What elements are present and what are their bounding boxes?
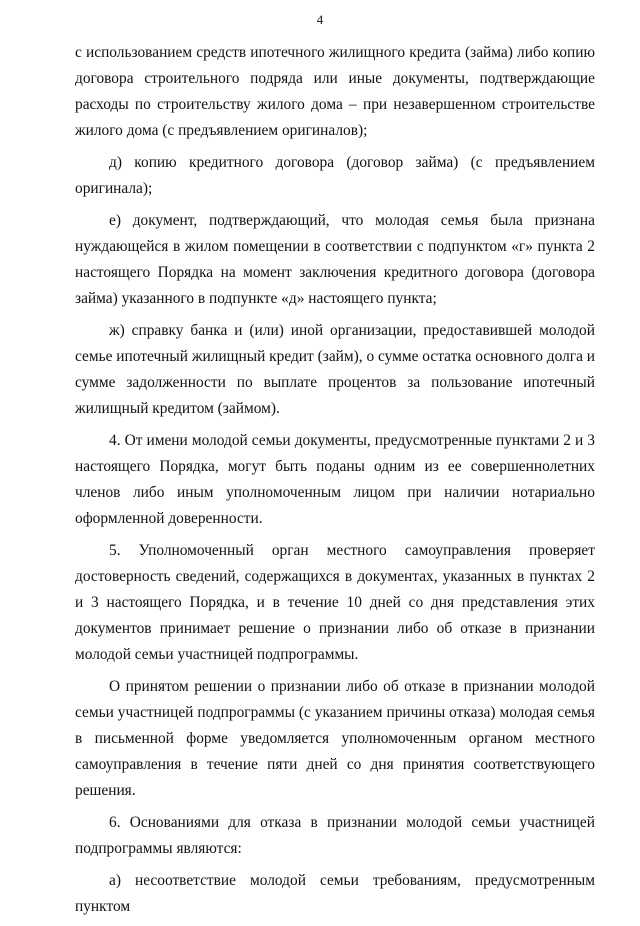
paragraph-continuation: с использованием средств ипотечного жилищного кредита (займа) либо копию договора строительного подряда или иные документы, подтверждающие расходы по строительству жилого дома – при незавершенном строительстве жилого дома (с предъявлением оригиналов); (75, 44, 595, 139)
page-number: 4 (316, 12, 324, 27)
paragraph-decision-notice: О принятом решении о признании либо об отказе в признании молодой семьи участницей подпрограммы (с указанием причины отказа) молодая семья в письменной форме уведомляется уполномоченным органом местного самоуправления в течение пяти дней со дня принятия соответствующего решения. (75, 678, 595, 799)
paragraph-section-6: 6. Основаниями для отказа в признании молодой семьи участницей подпрограммы являются: (75, 814, 595, 857)
paragraph-item-zh: ж) справку банка и (или) иной организации, предоставившей молодой семье ипотечный жилищный кредит (займ), о сумме остатка основного долга и сумме задолженности по выплате процентов за пользование ипотечный жилищный кредитом (займом). (75, 322, 595, 417)
paragraph-section-5: 5. Уполномоченный орган местного самоуправления проверяет достоверность сведений, содержащихся в документах, указанных в пунктах 2 и 3 настоящего Порядка, и в течение 10 дней со дня представления этих документов принимает решение о признании либо об отказе в признании молодой семьи участницей подпрограммы. (75, 542, 595, 663)
paragraph-item-d: д) копию кредитного договора (договор займа) (с предъявлением оригинала); (75, 154, 595, 197)
document-body (75, 40, 595, 926)
paragraph-section-4: 4. От имени молодой семьи документы, предусмотренные пунктами 2 и 3 настоящего Порядка, могут быть поданы одним из ее совершеннолетних членов либо иным уполномоченным лицом при наличии нотариально оформленной доверенности. (75, 432, 595, 527)
paragraph-item-e: е) документ, подтверждающий, что молодая семья была признана нуждающейся в жилом помещении в соответствии с подпунктом «г» пункта 2 настоящего Порядка на момент заключения кредитного договора (договора займа) указанного в подпункте «д» настоящего пункта; (75, 212, 595, 307)
paragraph-item-a: а) несоответствие молодой семьи требованиям, предусмотренным пунктом (75, 872, 595, 915)
